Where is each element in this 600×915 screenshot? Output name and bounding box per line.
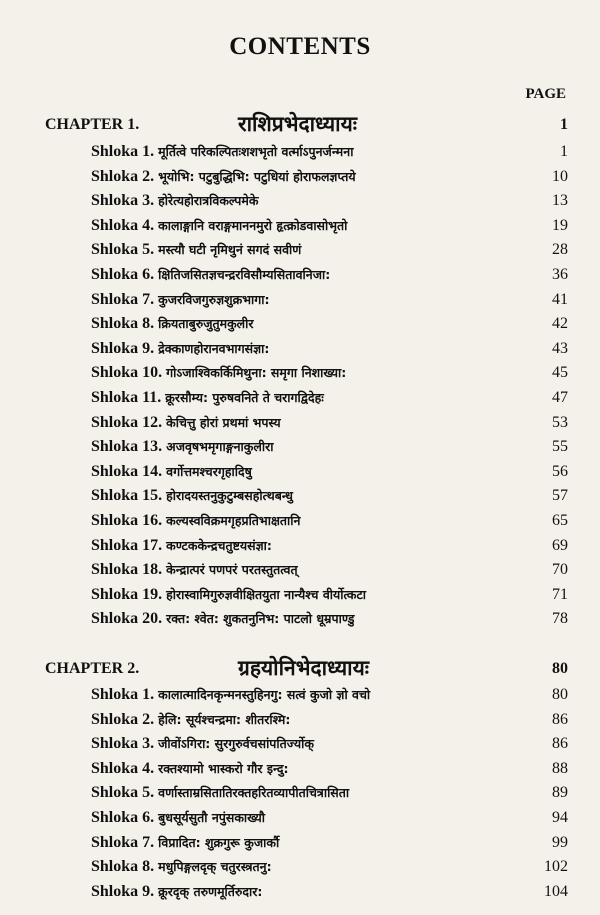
shloka-text: हेलि: सूर्यश्चन्द्रमा: शीतरश्मि: (158, 711, 291, 727)
shloka-number: Shloka 6. (91, 265, 155, 283)
chapter-title: ग्रहयोनिभेदाध्यायः (238, 656, 369, 680)
shloka-label (91, 732, 314, 757)
toc-entry (0, 312, 600, 337)
entry-page: 94 (552, 808, 568, 826)
shloka-label (91, 583, 366, 608)
shloka-text: क्रूरदृक् तरुणमूर्तिरुदार: (158, 883, 263, 899)
shloka-number: Shloka 10. (91, 364, 163, 382)
shloka-text: क्रियताबुरुजुतुमकुलीर (158, 316, 254, 332)
shloka-text: मूर्तित्वे परिकल्पितःशशभृतो वर्त्माऽपुनर्जन्मना (158, 144, 354, 159)
toc-entry (0, 708, 600, 733)
shloka-label (91, 288, 270, 313)
shloka-number: Shloka 11. (91, 388, 162, 406)
shloka-label (91, 509, 300, 534)
shloka-text: होरेत्यहोरात्रविकल्पमेके (158, 193, 259, 209)
entry-page: 78 (552, 610, 568, 628)
shloka-number: Shloka 12. (91, 413, 163, 431)
entry-page: 47 (552, 388, 568, 406)
toc-entry (0, 607, 600, 632)
shloka-text: गोऽजाश्विकर्किमिथुना: समृगा निशाख्या: (166, 365, 347, 381)
chapter-2-entries (0, 683, 600, 904)
entry-page: 43 (552, 339, 568, 357)
shloka-number: Shloka 15. (91, 487, 163, 505)
shloka-number: Shloka 4. (91, 759, 155, 777)
toc-entry (0, 781, 600, 806)
toc-entry (0, 238, 600, 263)
toc-entry (0, 263, 600, 288)
shloka-label (91, 435, 273, 460)
shloka-text: कुजरविजगुरुज्ञशुक्रभागा: (158, 291, 270, 307)
shloka-label (91, 683, 370, 708)
chapter-page: 1 (560, 116, 568, 133)
chapter-heading-1 (0, 110, 600, 140)
shloka-number: Shloka 20. (91, 610, 163, 628)
toc-entry (0, 831, 600, 856)
shloka-text: बुधसूर्यसुतौ नपुंसकाख्यौ (158, 809, 265, 825)
shloka-label (91, 238, 301, 263)
toc-entry (0, 732, 600, 757)
entry-page: 102 (544, 858, 568, 876)
chapter-heading-2 (0, 654, 600, 684)
shloka-text: मधुपिङ्गलदृक् चतुरस्त्रतनु: (158, 859, 272, 875)
shloka-label (91, 534, 272, 559)
shloka-label (91, 165, 356, 190)
entry-page: 70 (552, 561, 568, 579)
shloka-label (91, 140, 353, 165)
shloka-text: रक्त: श्वेत: शुकतनुनिभ: पाटलो धूम्रपाण्डु (166, 611, 355, 627)
entry-page: 65 (552, 511, 568, 529)
shloka-label (91, 708, 290, 733)
entry-page: 104 (544, 882, 568, 900)
shloka-text: भूयोभि: पटुबुद्धिभि: पटुधियां होराफलज्ञप्तये (158, 168, 356, 184)
shloka-text: होरास्वामिगुरुज्ञवीक्षितयुता नान्यैश्च वीर्योत्कटा (166, 586, 367, 602)
toc-entry (0, 806, 600, 831)
entry-page: 36 (552, 265, 568, 283)
shloka-number: Shloka 8. (91, 858, 155, 876)
toc-entry (0, 558, 600, 583)
entry-page: 19 (552, 216, 568, 234)
shloka-label (91, 214, 347, 239)
shloka-label (91, 263, 330, 288)
shloka-text: जीवोंऽगिरा: सुरगुरुर्वचसांपतिर्ज्योक् (158, 736, 315, 752)
shloka-label (91, 411, 281, 436)
shloka-number: Shloka 18. (91, 561, 163, 579)
chapter-1-entries (0, 140, 600, 632)
chapter-label: CHAPTER 2. (45, 660, 140, 677)
shloka-number: Shloka 7. (91, 833, 155, 851)
shloka-text: क्रूरसौम्य: पुरुषवनिते ते चरागद्विदेहः (165, 389, 324, 405)
shloka-label (91, 484, 293, 509)
toc-entry (0, 484, 600, 509)
entry-page: 28 (552, 241, 568, 259)
toc-entry (0, 189, 600, 214)
shloka-label (91, 855, 272, 880)
shloka-number: Shloka 3. (91, 192, 155, 210)
toc-entry (0, 534, 600, 559)
entry-page: 88 (552, 759, 568, 777)
shloka-text: क्षितिजसितज्ञचन्द्ररविसौम्यसितावनिजा: (158, 266, 331, 282)
shloka-label (91, 189, 258, 214)
chapter-title: राशिप्रभेदाध्यायः (238, 112, 357, 136)
toc-entry (0, 165, 600, 190)
page-title: CONTENTS (229, 33, 371, 60)
shloka-label (91, 831, 279, 856)
toc-entry (0, 583, 600, 608)
toc-entry (0, 214, 600, 239)
entry-page: 99 (552, 833, 568, 851)
shloka-text: विप्रादित: शुक्रगुरू कुजार्कौ (158, 834, 280, 850)
shloka-label (91, 781, 349, 806)
entry-page: 86 (552, 710, 568, 728)
chapter-page: 80 (552, 660, 568, 677)
shloka-text: द्रेक्काणहोरानवभागसंज्ञा: (158, 340, 270, 356)
entry-page: 45 (552, 364, 568, 382)
toc-entry (0, 140, 600, 165)
shloka-label (91, 460, 252, 485)
entry-page: 53 (552, 413, 568, 431)
shloka-label (91, 757, 289, 782)
entry-page: 41 (552, 290, 568, 308)
shloka-label (91, 386, 324, 411)
shloka-number: Shloka 17. (91, 536, 163, 554)
shloka-number: Shloka 3. (91, 735, 155, 753)
shloka-label (91, 607, 354, 632)
entry-page: 55 (552, 438, 568, 456)
toc-entry (0, 361, 600, 386)
shloka-text: वर्गोत्तमश्चरगृहादिषु (166, 463, 252, 479)
shloka-text: कालाङ्गानि वराङ्गमाननमुरो हृत्क्रोडवासोभृतो (158, 217, 348, 233)
shloka-number: Shloka 4. (91, 216, 155, 234)
shloka-number: Shloka 16. (91, 511, 163, 529)
shloka-label (91, 361, 346, 386)
toc-entry (0, 337, 600, 362)
toc-entry (0, 757, 600, 782)
shloka-number: Shloka 8. (91, 315, 155, 333)
entry-page: 69 (552, 536, 568, 554)
toc-entry (0, 411, 600, 436)
shloka-number: Shloka 6. (91, 808, 155, 826)
shloka-text: कल्यस्वविक्रमगृहप्रतिभाक्षतानि (166, 512, 301, 528)
toc-entry (0, 460, 600, 485)
shloka-text: कण्टककेन्द्रचतुष्टयसंज्ञा: (166, 537, 272, 553)
shloka-text: केन्द्रात्परं पणपरं परतस्तुतत्वत् (166, 562, 298, 578)
entry-page: 86 (552, 735, 568, 753)
shloka-number: Shloka 5. (91, 784, 155, 802)
chapter-label: CHAPTER 1. (45, 116, 140, 133)
shloka-label (91, 312, 254, 337)
entry-page: 42 (552, 315, 568, 333)
toc-entry (0, 880, 600, 905)
toc-entry (0, 435, 600, 460)
shloka-text: केचित्तु होरां प्रथमां भपस्य (166, 414, 281, 430)
entry-page: 89 (552, 784, 568, 802)
shloka-number: Shloka 2. (91, 167, 155, 185)
toc-entry (0, 288, 600, 313)
toc-entry (0, 855, 600, 880)
shloka-number: Shloka 9. (91, 339, 155, 357)
toc-entry (0, 386, 600, 411)
shloka-text: वर्णास्ताम्रसितातिरक्तहरितव्यापीतचित्रासिता (158, 785, 350, 801)
entry-page: 10 (552, 167, 568, 185)
shloka-text: रक्तश्यामो भास्करो गौर इन्दु: (158, 760, 289, 776)
shloka-number: Shloka 1. (91, 686, 155, 703)
page-column-label: PAGE (525, 86, 566, 102)
entry-page: 57 (552, 487, 568, 505)
entry-page: 13 (552, 192, 568, 210)
shloka-number: Shloka 13. (91, 438, 163, 456)
shloka-text: अजवृषभमृगाङ्गनाकुलीरा (166, 439, 274, 455)
entry-page: 71 (552, 585, 568, 603)
shloka-text: होरादयस्तनुकुटुम्बसहोत्थबन्धु (166, 488, 293, 504)
shloka-number: Shloka 1. (91, 143, 155, 160)
shloka-number: Shloka 19. (91, 585, 163, 603)
shloka-number: Shloka 7. (91, 290, 155, 308)
entry-page: 56 (552, 462, 568, 480)
shloka-number: Shloka 5. (91, 241, 155, 259)
shloka-number: Shloka 14. (91, 462, 163, 480)
entry-page: 80 (552, 686, 568, 703)
shloka-text: कालात्मादिनकृन्मनस्तुहिनगु: सत्वं कुजो ज्ञो वचो (158, 687, 371, 702)
shloka-text: मस्त्यौ घटी नृमिथुनं सगदं सवीणं (158, 242, 302, 258)
toc-entry (0, 683, 600, 708)
shloka-label (91, 337, 269, 362)
toc-entry (0, 509, 600, 534)
shloka-number: Shloka 9. (91, 882, 155, 900)
shloka-number: Shloka 2. (91, 710, 155, 728)
shloka-label (91, 558, 298, 583)
shloka-label (91, 806, 265, 831)
shloka-label (91, 880, 262, 905)
entry-page: 1 (560, 143, 568, 160)
